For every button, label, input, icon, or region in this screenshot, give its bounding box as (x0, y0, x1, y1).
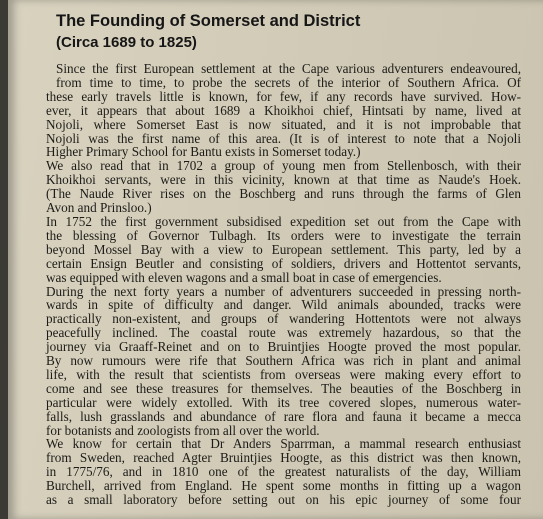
text-line: Avon and Prinsloo.) (46, 200, 152, 216)
text-line: from Sweden, reached Agter Bruintjies Hoogte, as this district was then known, (46, 450, 521, 466)
text-line: Nojoli, where Somerset East is now situated, and it is not improbable that (46, 116, 521, 132)
text-line: was equipped with eleven wagons and a small boat in case of emergencies. (46, 269, 442, 285)
text-line: the blessing of Governor Tulbagh. Its orders were to investigate the terrain (46, 227, 521, 243)
text-line: We know for certain that Dr Anders Sparrman, a mammal research enthusiast (46, 436, 521, 452)
text-line: particular were widely extolled. With its tree covered slopes, numerous water- (46, 394, 521, 410)
text-line: Nojoli was the first name of this area. (It is of interest to note that a Nojoli (46, 130, 521, 146)
text-line: practically non-existent, and groups of wandering Hottentots were not always (46, 311, 521, 327)
text-line: beyond Mossel Bay with a view to European settlement. This party, led by a (46, 241, 521, 257)
text-line: life, with the result that scientists from overseas were making every effort to (46, 366, 521, 382)
text-line: (The Naude River rises on the Boschberg and runs through the farms of Glen (46, 186, 521, 202)
text-line: certain Ensign Beutler and consisting of soldiers, drivers and Hottentot servants, (46, 255, 521, 271)
text-line: in 1775/76, and in 1810 one of the greatest naturalists of the day, William (46, 464, 521, 480)
text-line: these early travels little is known, for few, if any records have survived. How- (46, 88, 521, 104)
text-line: Higher Primary School for Bantu exists in Somerset today.) (46, 144, 361, 160)
text-line: falls, lush grasslands and abundance of rare flora and fauna it became a mecca (46, 408, 521, 424)
text-line: journey via Graaff-Reinet and on to Bruintjies Hoogte proved the most popular. (46, 339, 521, 355)
text-line: as a small laboratory before setting out on his epic journey of some four (46, 492, 521, 508)
text-line: from time to time, to probe the secrets of the interior of Southern Africa. Of (56, 74, 521, 90)
text-line: ever, it appears that about 1689 a Khoikhoi chief, Hintsati by name, lived at (46, 102, 521, 118)
text-line: During the next forty years a number of adventurers succeeded in pressing north- (46, 283, 521, 299)
text-line: By now rumours were rife that Southern Africa was rich in plant and animal (46, 353, 521, 369)
text-line: Since the first European settlement at the Cape various adventurers endeavoured, (56, 61, 521, 76)
body-text (46, 62, 521, 507)
text-line: We also read that in 1702 a group of young men from Stellenbosch, with their (46, 158, 521, 174)
page-subtitle: (Circa 1689 to 1825) (56, 34, 197, 51)
text-line: Burchell, arrived from England. He spent some months in fitting up a wagon (46, 478, 521, 494)
text-line: peacefully inclined. The coastal route was extremely hazardous, so that the (46, 325, 521, 341)
text-line: In 1752 the first government subsidised expedition set out from the Cape with (46, 213, 521, 229)
page-title: The Founding of Somerset and District (56, 12, 361, 30)
text-line: come and see these treasures for themselves. The beauties of the Boschberg in (46, 380, 521, 396)
text-line: Khoikhoi servants, were in this vicinity, known at that time as Naude's Hoek. (46, 172, 521, 188)
text-line: for botanists and zoologists from all over the world. (46, 422, 320, 438)
book-page (8, 0, 543, 519)
text-line: wards in spite of difficulty and danger. Wild animals abounded, tracks were (46, 297, 521, 313)
